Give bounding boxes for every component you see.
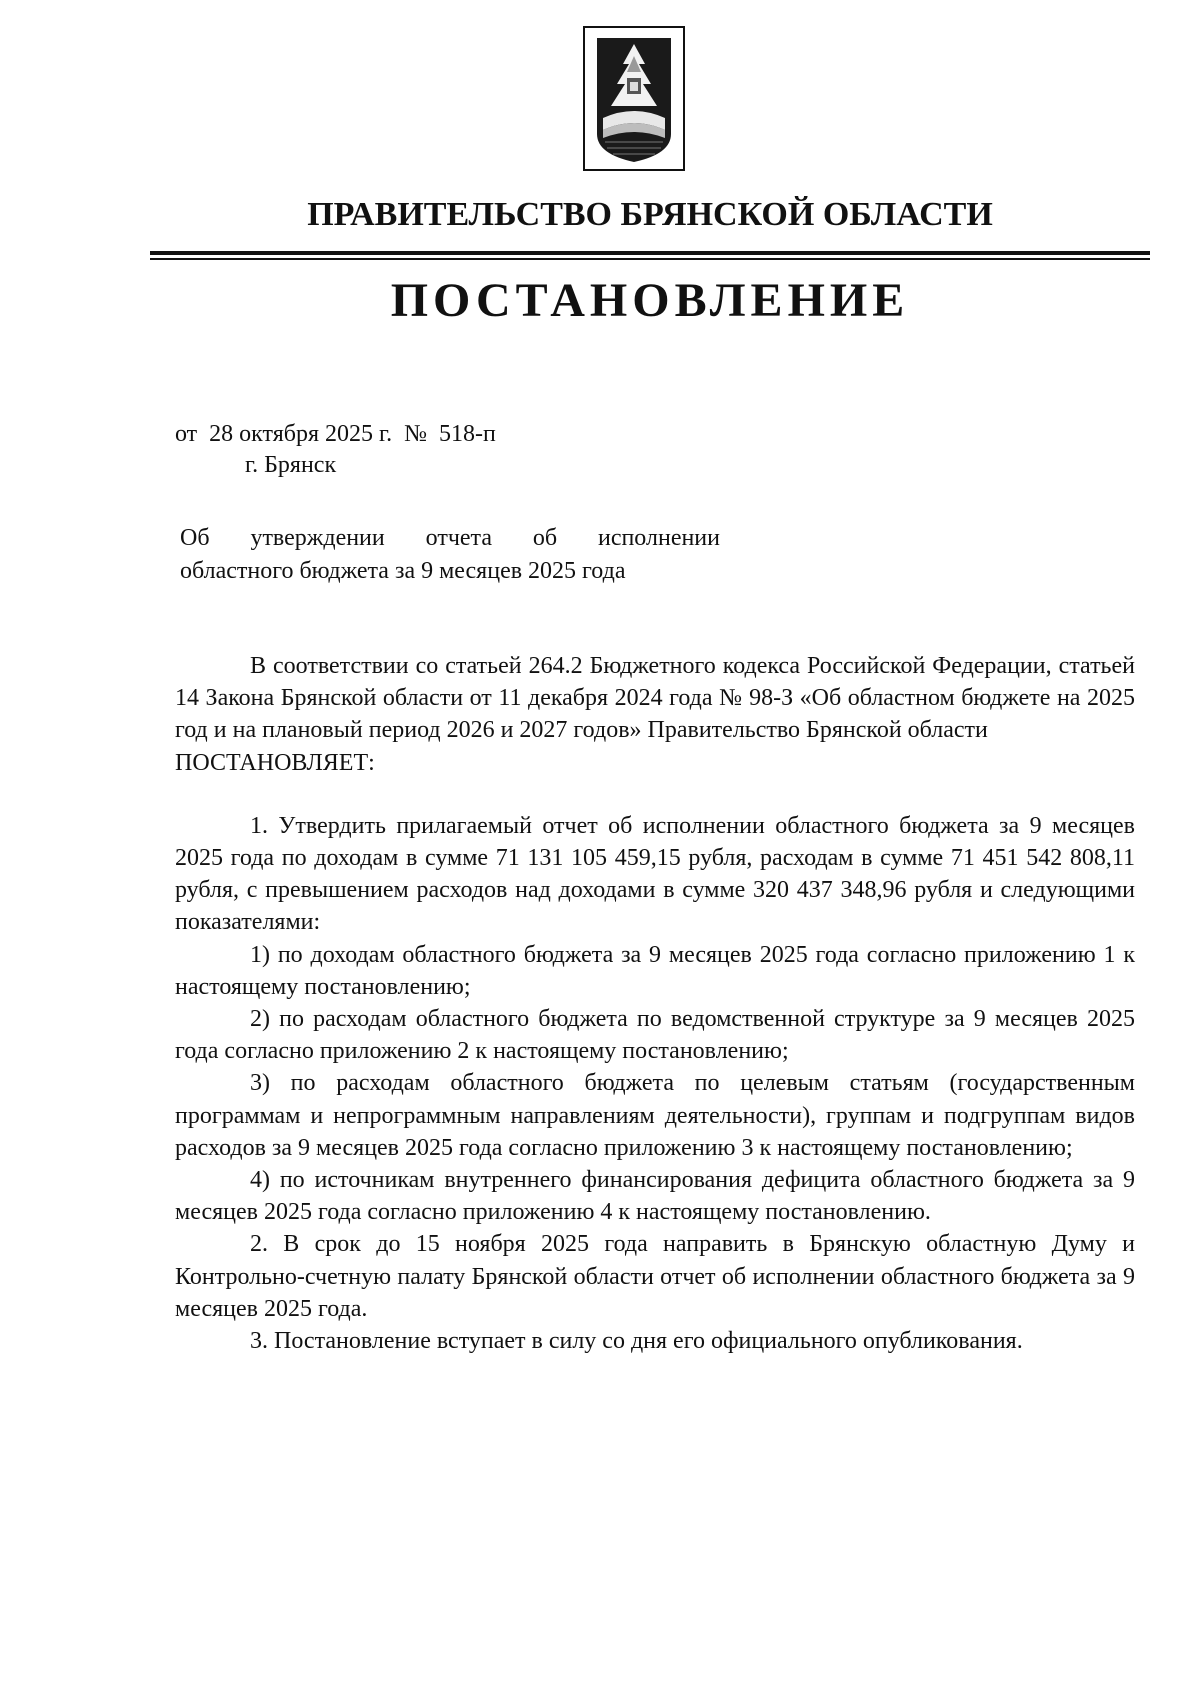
- date-and-number: от 28 октября 2025 г. № 518-п: [175, 421, 496, 447]
- clause-3: 3. Постановление вступает в силу со дня его официального опубликования.: [250, 1328, 1023, 1355]
- subject-line: Об утверждении отчета об исполнении: [180, 525, 720, 551]
- subclause-1-2: 2) по расходам областного бюджета по ведомственной структуре за 9 месяцев 2025 года согласно приложению 2 к настоящему постановлению;: [175, 1006, 1135, 1065]
- header-rule-thick: [150, 251, 1150, 255]
- subject-line: областного бюджета за 9 месяцев 2025 года: [180, 558, 626, 584]
- clause-2: 2. В срок до 15 ноября 2025 года направить в Брянскую областную Думу и Контрольно-счетную палату Брянской области отчет об исполнении областного бюджета за 9 месяцев 2025 года.: [175, 1231, 1135, 1322]
- clause-1: 1. Утвердить прилагаемый отчет об исполнении областного бюджета за 9 месяцев 2025 года по доходам в сумме 71 131 105 459,15 рубля, расходам в сумме 71 451 542 808,11 рубля, с превышением расходов над доходами в сумме 320 437 348,96 рубля и следующими показателями:: [175, 812, 1135, 936]
- document-subject: [180, 522, 720, 588]
- coat-of-arms-icon: [583, 26, 685, 171]
- subclause-1-1: 1) по доходам областного бюджета за 9 месяцев 2025 года согласно приложению 1 к настоящему постановлению;: [175, 941, 1135, 1000]
- preamble-paragraph: В соответствии со статьей 264.2 Бюджетного кодекса Российской Федерации, статьей 14 Закона Брянской области от 11 декабря 2024 года № 98-З «Об областном бюджете на 2025 год и на плановый период 2026 и 2027 годов» Правительство Брянской области: [175, 653, 1135, 744]
- document-type-title: ПОСТАНОВЛЕНИЕ: [390, 274, 910, 327]
- city: г. Брянск: [245, 452, 337, 478]
- resolves-heading: ПОСТАНОВЛЯЕТ:: [175, 749, 375, 776]
- government-name: ПРАВИТЕЛЬСТВО БРЯНСКОЙ ОБЛАСТИ: [307, 196, 993, 233]
- subclause-1-3: 3) по расходам областного бюджета по целевым статьям (государственным программам и непрограммным направлениям деятельности), группам и подгруппам видов расходов за 9 месяцев 2025 года согласно приложению 3 к настоящему постановлению;: [175, 1070, 1135, 1161]
- subclause-1-4: 4) по источникам внутреннего финансирования дефицита областного бюджета за 9 месяцев 2025 года согласно приложению 4 к настоящему постановлению.: [175, 1167, 1135, 1226]
- document-body: [175, 650, 1135, 1357]
- header-rule-thin: [150, 258, 1150, 260]
